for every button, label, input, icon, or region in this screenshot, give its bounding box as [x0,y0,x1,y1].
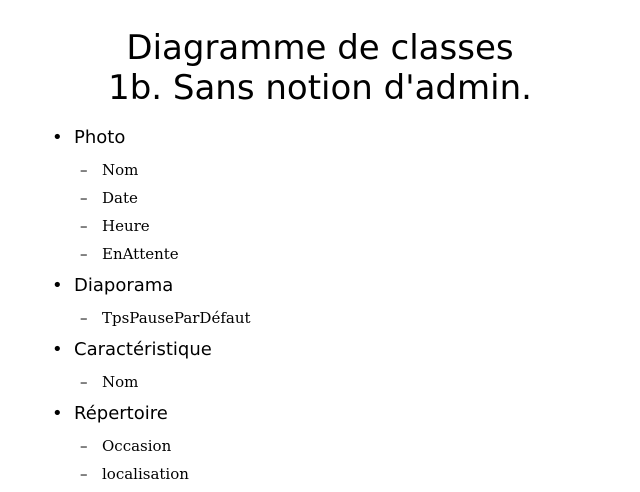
sublist-item [80,460,612,488]
sublist-item [80,156,612,184]
sublist-item-label: Nom [102,161,139,179]
bullet-icon: • [52,275,63,296]
list-item-diaporama [52,272,612,300]
sublist-caracteristique [52,368,612,396]
dash-icon: – [80,245,88,263]
sublist-photo [52,156,612,268]
dash-icon: – [80,161,88,179]
list-item-label: Diaporama [74,275,174,296]
sublist-item [80,432,612,460]
sublist-item-label: Nom [102,373,139,391]
list-item-repertoire [52,400,612,428]
title-line-2: 1b. Sans notion d'admin. [108,68,532,108]
sublist-item-label: Date [102,189,138,207]
dash-icon: – [80,437,88,455]
sublist-item-label: localisation [102,465,189,483]
list-item-caracteristique [52,336,612,364]
sublist-item [80,304,612,332]
list-item-label: Répertoire [74,403,168,424]
sublist-item [80,212,612,240]
sublist-item [80,240,612,268]
sublist-item-label: EnAttente [102,245,179,263]
list-item-photo [52,124,612,152]
list-item-label: Photo [74,127,126,148]
list-item-label: Caractéristique [74,339,212,360]
bullet-icon: • [52,127,63,148]
title-line-1: Diagramme de classes [126,28,514,68]
dash-icon: – [80,189,88,207]
sublist-item-label: Heure [102,217,150,235]
dash-icon: – [80,465,88,483]
slide-title [0,28,640,108]
sublist-item [80,368,612,396]
sublist-item-label: Occasion [102,437,172,455]
dash-icon: – [80,373,88,391]
bullet-icon: • [52,403,63,424]
bullet-list [52,124,612,492]
sublist-diaporama [52,304,612,332]
dash-icon: – [80,309,88,327]
sublist-item [80,184,612,212]
dash-icon: – [80,217,88,235]
sublist-item-label: TpsPauseParDéfaut [102,309,251,327]
bullet-icon: • [52,339,63,360]
